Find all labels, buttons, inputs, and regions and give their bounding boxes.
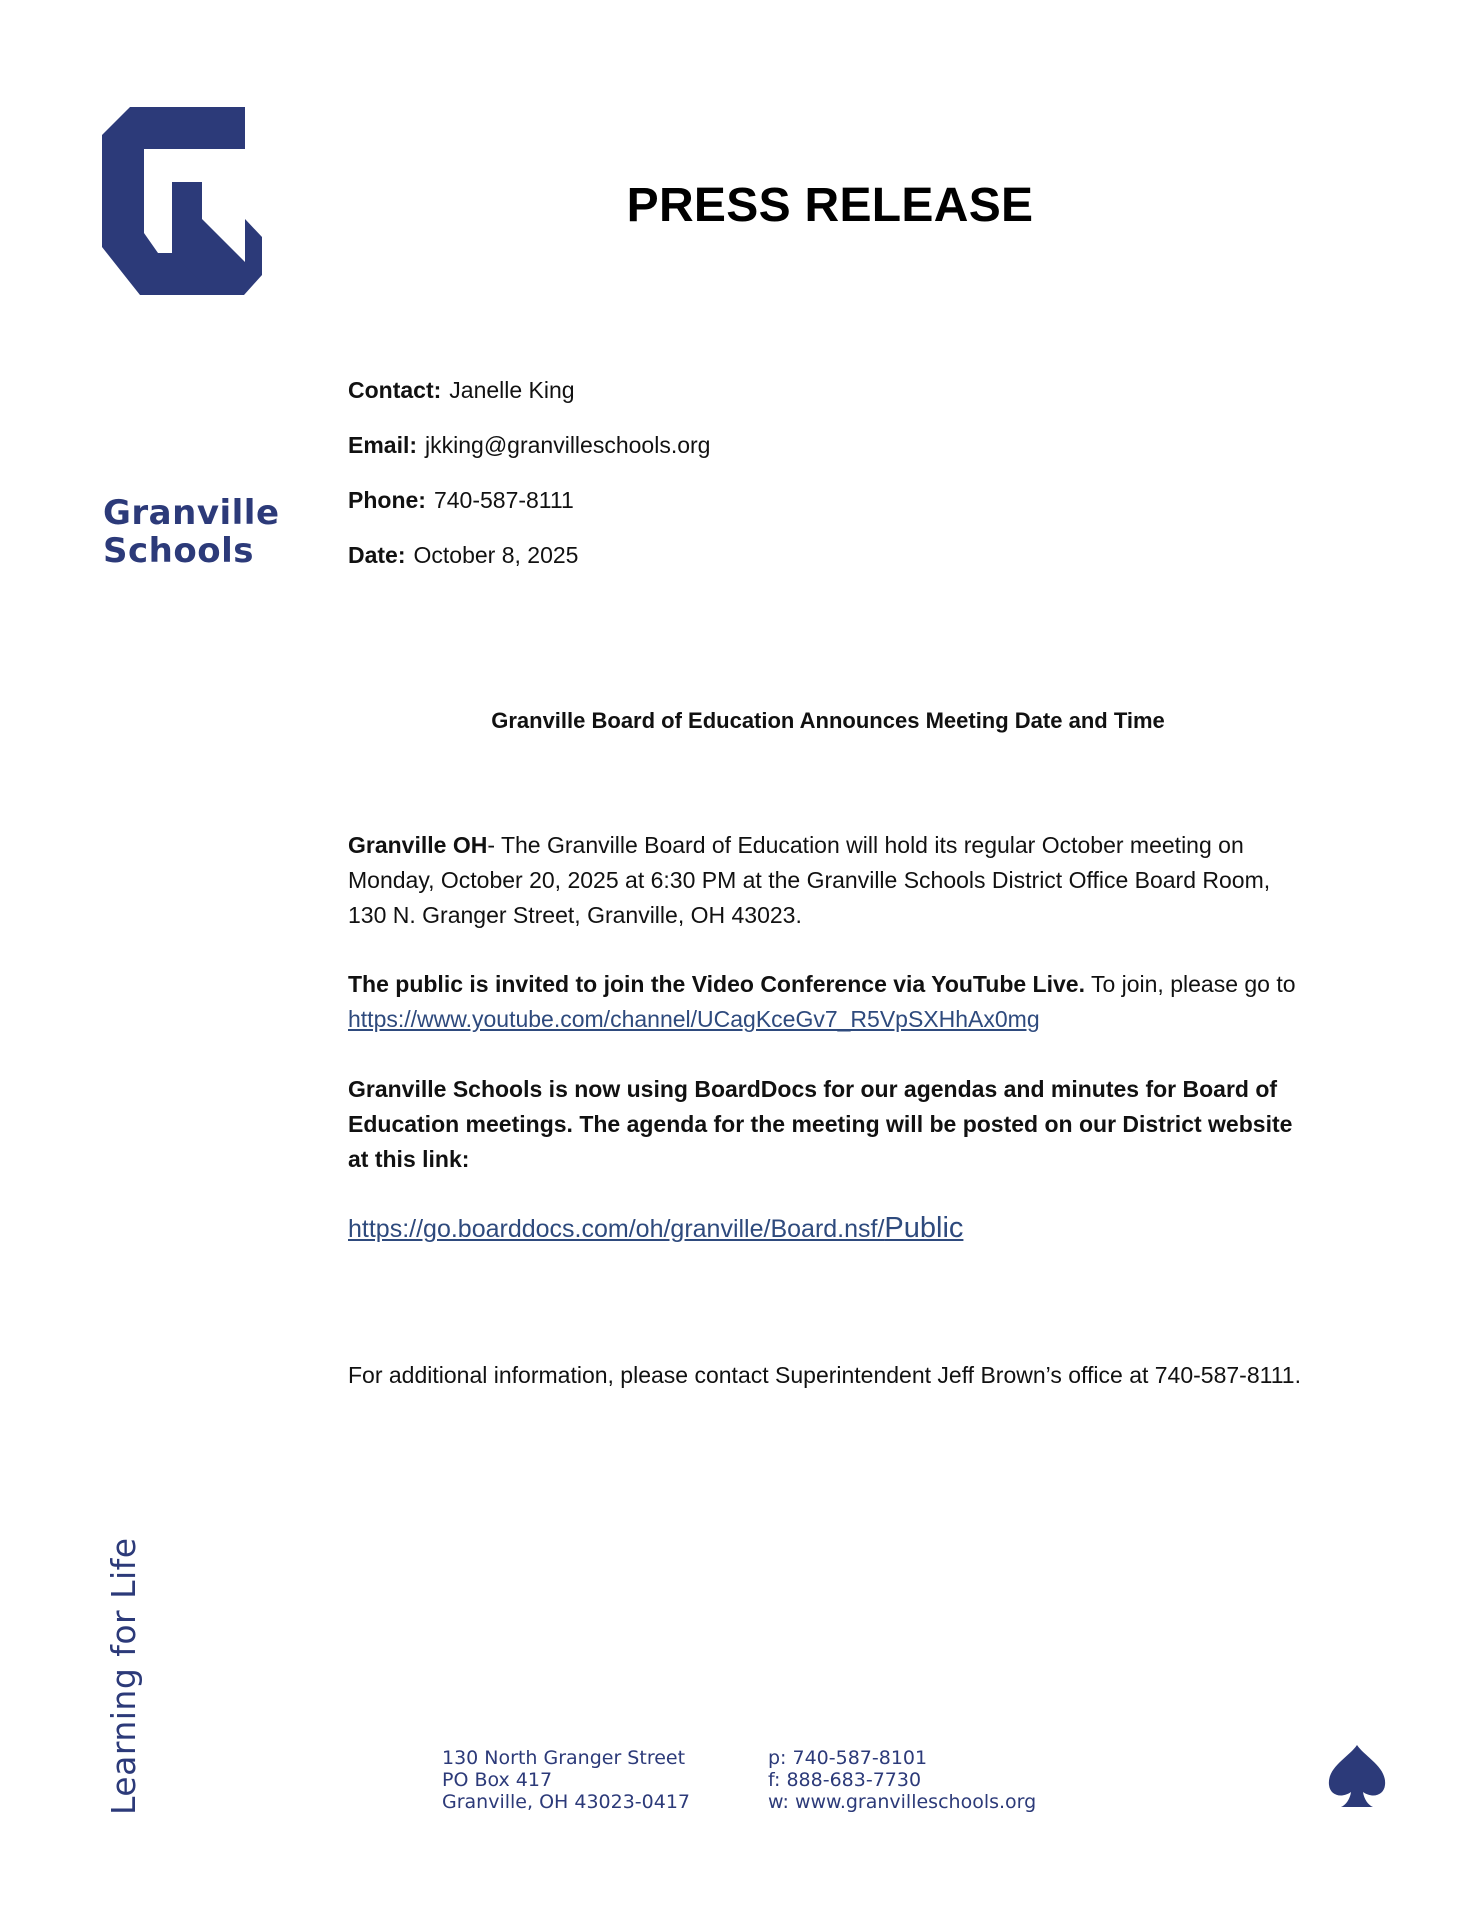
footer-contact <box>768 1747 1036 1813</box>
brand-name <box>103 494 303 570</box>
phone-label: Phone: <box>348 487 426 513</box>
brand-name-line1: Granville <box>103 493 280 533</box>
footer-web[interactable]: w: www.granvilleschools.org <box>768 1791 1037 1813</box>
footer-address <box>442 1747 690 1813</box>
paragraph-video <box>348 967 1308 1037</box>
footer-address-line3: Granville, OH 43023-0417 <box>442 1791 691 1813</box>
phone-value: 740-587-8111 <box>433 487 574 513</box>
footer-address-line1: 130 North Granger Street <box>442 1747 686 1769</box>
boarddocs-link[interactable] <box>348 1212 964 1244</box>
phone-row <box>348 486 1248 514</box>
boarddocs-link-main: https://go.boarddocs.com/oh/granville/Board.nsf/ <box>348 1215 885 1243</box>
footer-address-line2: PO Box 417 <box>442 1769 553 1791</box>
page-title: PRESS RELEASE <box>626 179 1034 232</box>
boarddocs-link-tail: Public <box>884 1212 964 1244</box>
paragraph-contact: For additional information, please contact Superintendent Jeff Brown’s office at 740-587-8111. <box>348 1362 1301 1388</box>
tagline: Learning for Life <box>104 1537 143 1815</box>
email-label: Email: <box>348 432 418 458</box>
granville-logo-icon <box>102 107 262 295</box>
paragraph-meeting-text: - The Granville Board of Education will hold its regular October meeting on Monday, October 20, 2025 at 6:30 PM at the Granville Schools District Office Board Room, 130 N. Granger Street, Granville, OH 43023. <box>348 832 1271 928</box>
paragraph-video-text: To join, please go to <box>1084 971 1296 997</box>
contact-label: Contact: <box>348 377 442 403</box>
date-value: October 8, 2025 <box>413 542 579 568</box>
spade-icon <box>1327 1745 1387 1811</box>
dateline: Granville OH <box>348 832 488 858</box>
email-row <box>348 431 1248 459</box>
paragraph-meeting <box>348 828 1308 933</box>
paragraph-boarddocs: Granville Schools is now using BoardDocs for our agendas and minutes for Board of Education meetings. The agenda for the meeting will be posted on our District website at this link: <box>348 1076 1293 1172</box>
contact-value: Janelle King <box>449 377 575 403</box>
paragraph-video-bold: The public is invited to join the Video Conference via YouTube Live. <box>348 971 1085 997</box>
contact-block <box>348 376 1248 596</box>
boarddocs-link-line <box>348 1208 1308 1249</box>
footer-fax: f: 888-683-7730 <box>768 1769 922 1791</box>
contact-row <box>348 376 1248 404</box>
date-row <box>348 541 1248 569</box>
brand-name-line2: Schools <box>103 531 254 571</box>
date-label: Date: <box>348 542 406 568</box>
youtube-link[interactable]: https://www.youtube.com/channel/UCagKceGv7_R5VpSXHhAx0mg <box>348 1006 1040 1032</box>
headline: Granville Board of Education Announces Meeting Date and Time <box>491 708 1165 733</box>
footer-phone: p: 740-587-8101 <box>768 1747 928 1769</box>
email-value: jkking@granvilleschools.org <box>425 432 711 458</box>
